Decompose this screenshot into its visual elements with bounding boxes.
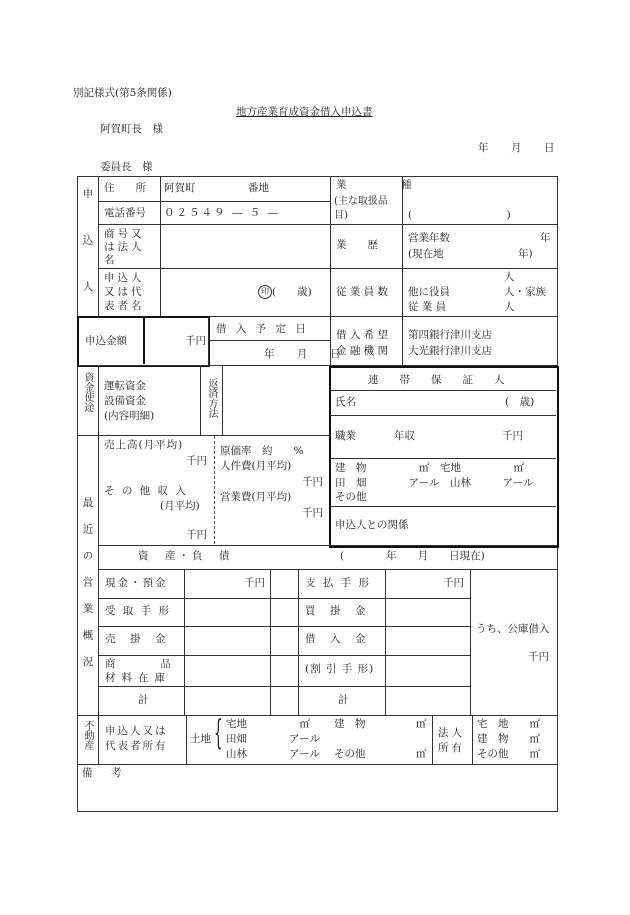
loan-amount-unit: 千円 (185, 335, 206, 347)
addressee-mayor: 阿賀町長 様 (100, 123, 163, 135)
seal-mark (258, 285, 272, 299)
application-date: 年 月 日 (478, 142, 561, 154)
land-residential: 宅地 ㎡ (226, 718, 310, 730)
remarks-label: 備 考 (82, 767, 126, 779)
seal-icon: 印 (258, 285, 272, 299)
liability-notes-unit: 千円 (443, 577, 464, 589)
asset-inventory-label: 材料在庫 (105, 672, 171, 684)
history-label: 業 歴 (336, 239, 378, 251)
guarantor-job-label: 職業 (335, 430, 356, 442)
balance-title: 資 産・負 債 (138, 550, 233, 562)
public-loan-label: うち、公庫借入 (476, 623, 550, 635)
bank-2: 大光銀行津川支店 (408, 345, 492, 357)
recent-business-label: 最近の営業概況 (81, 497, 94, 683)
guarantor-relation-label: 申込人との関係 (335, 519, 409, 531)
building-label: 建 物 (334, 718, 366, 730)
cost-rate: 原価率 約 % (220, 445, 304, 457)
other-income-sublabel: (月平均) (160, 500, 200, 512)
operating-cost-unit: 千円 (302, 507, 323, 519)
representative-age[interactable]: ( 歳) (272, 286, 312, 298)
history-years-unit: 年 (540, 232, 551, 244)
history-current: (現在地 (408, 248, 444, 260)
form-title: 地方産業育成資金借入申込書 (236, 106, 373, 118)
corp-building: 建 物 ㎡ (477, 733, 540, 745)
address-value[interactable]: 阿賀町 番地 (164, 182, 269, 194)
bank-label-2: 金 融 機 関 (336, 345, 389, 357)
realestate-owner-label-2: 代表者所有 (105, 740, 168, 752)
company-name-label: 商号又は法人名 (104, 228, 145, 266)
liability-total-label: 計 (338, 694, 349, 706)
bank-label-1: 借 入 希 望 (336, 329, 389, 341)
liability-discount-label: (割 引 手 形) (305, 663, 375, 675)
addressee-committee: 委員長 様 (100, 161, 153, 173)
planned-date-fields[interactable]: 年 月 日 (264, 348, 347, 360)
corp-residential: 宅 地 ㎡ (477, 718, 540, 730)
corporate-owned-label: 法人所有 (438, 727, 465, 754)
realestate-other-label: その他 (334, 748, 366, 760)
asset-cash-unit: 千円 (244, 577, 265, 589)
realestate-owner-label-1: 申込人又は (105, 725, 168, 737)
sales-label: 売上高(月平均) (104, 439, 184, 451)
planned-date-label: 借 入 予 定 日 (216, 323, 309, 335)
employees-label: 従 業 員 数 (336, 286, 389, 298)
public-loan-unit: 千円 (528, 651, 549, 663)
usage-label: 資金使途 (82, 372, 93, 412)
land-farm: 田畑 アール (226, 733, 320, 745)
usage-item-equipment: 設備資金 (104, 395, 146, 407)
land-label: 土地 (190, 733, 211, 745)
representative-label: 申込人又は代表者名 (104, 272, 145, 312)
guarantor-income-label: 年収 (394, 430, 415, 442)
usage-item-operating: 運転資金 (104, 380, 146, 392)
realestate-other-unit: ㎡ (416, 748, 427, 760)
phone-label: 電話番号 (104, 207, 146, 219)
building-unit: ㎡ (416, 718, 427, 730)
guarantor-assets-line2: 田 畑 アール 山林 アール (335, 477, 534, 489)
remarks-field[interactable] (78, 782, 556, 810)
asset-receivable-label: 売 掛 金 (105, 633, 168, 645)
usage-item-detail: (内容明細) (104, 410, 155, 422)
history-years (408, 233, 450, 244)
land-brace: { (214, 713, 223, 753)
realestate-label: 不動産 (82, 720, 93, 750)
operating-cost-label: 営業費(月平均) (220, 491, 292, 503)
industry-label: 業 種 (336, 179, 434, 191)
land-forest: 山林 アール (226, 748, 320, 760)
employees-unit-top: 人 (504, 271, 515, 283)
guarantor-assets-line1: 建 物 ㎡ 宅地 ㎡ (335, 462, 524, 474)
guarantor-income-unit: 千円 (502, 430, 523, 442)
asset-notes-label: 受 取 手 形 (105, 605, 172, 617)
history-current-unit: 年) (518, 248, 533, 260)
bank-1: 第四銀行津川支店 (408, 329, 492, 341)
address-label: 住 所 (104, 182, 146, 194)
guarantor-assets-line3: その他 (335, 491, 367, 503)
guarantor-name-label: 氏名 (335, 396, 356, 408)
applicant-side-label: 申込人 (81, 188, 94, 328)
sales-unit: 千円 (186, 455, 207, 467)
employees-officers-unit: 人・家族 (504, 286, 546, 298)
liability-borrowings-label: 借 入 金 (305, 633, 368, 645)
form-reference: 別記様式(第5条関係) (73, 87, 172, 99)
guarantor-age[interactable]: ( 歳) (505, 396, 535, 408)
other-income-label: そ の 他 収 入 (104, 485, 188, 497)
industry-items-field[interactable]: ( ) (408, 209, 511, 221)
employees-staff-unit: 人 (504, 301, 515, 313)
employees-staff: 従 業 員 (408, 301, 447, 313)
asset-goods-label: 商 品 (105, 658, 179, 670)
other-income-unit: 千円 (186, 529, 207, 541)
repayment-label: 返済方法 (206, 378, 217, 418)
labor-cost-label: 人件費(月平均) (220, 460, 292, 472)
liability-payable-label: 買 掛 金 (305, 605, 368, 617)
labor-cost-unit: 千円 (302, 476, 323, 488)
balance-date[interactable]: ( 年 月 日現在) (340, 550, 485, 562)
employees-officers: 他に役員 (408, 286, 450, 298)
history-years-label: 営業年数 (408, 232, 450, 244)
loan-amount-label: 申込金額 (85, 335, 127, 347)
asset-total-label: 計 (138, 694, 149, 706)
guarantor-title: 連 帯 保 証 人 (368, 374, 505, 386)
phone-value[interactable]: ０２５４９ ― ５ ― (164, 207, 281, 219)
liability-notes-label: 支 払 手 形 (305, 577, 372, 589)
asset-cash-label: 現金・預金 (105, 577, 168, 589)
corp-other: その他 ㎡ (477, 748, 540, 760)
industry-sublabel: (主な取扱品目) (334, 196, 388, 221)
